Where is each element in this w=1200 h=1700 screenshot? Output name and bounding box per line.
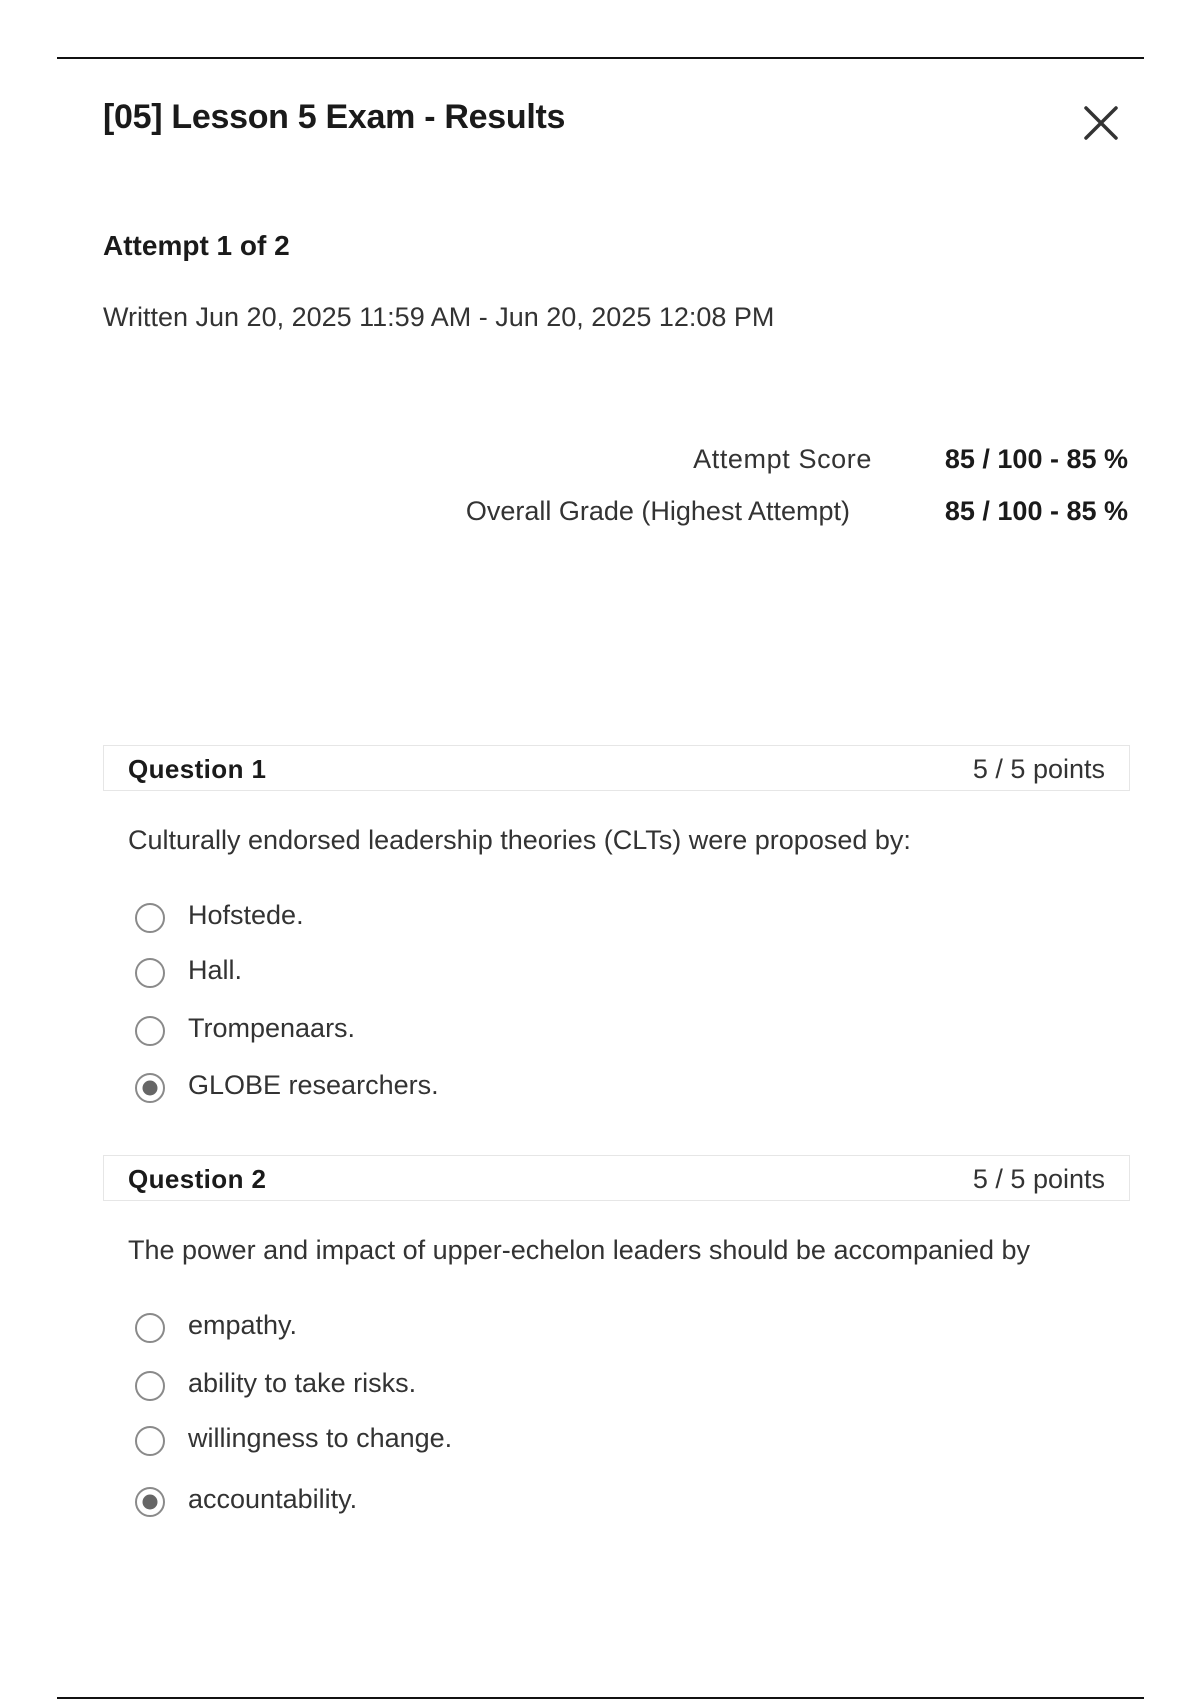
attempt-heading: Attempt 1 of 2	[103, 230, 290, 261]
radio-unselected-icon[interactable]	[134, 1425, 166, 1457]
radio-unselected-icon[interactable]	[134, 902, 166, 934]
dialog-title: [05] Lesson 5 Exam - Results	[103, 98, 566, 136]
overall-grade-value: 85 / 100 - 85 %	[944, 496, 1128, 526]
overall-grade-label: Overall Grade (Highest Attempt)	[465, 496, 850, 526]
option-label: willingness to change.	[188, 1423, 453, 1453]
radio-unselected-icon[interactable]	[134, 1370, 166, 1402]
attempt-score-value: 85 / 100 - 85 %	[944, 444, 1128, 474]
top-divider	[57, 57, 1144, 59]
radio-unselected-icon[interactable]	[134, 957, 166, 989]
close-icon	[1080, 102, 1122, 144]
option-label: GLOBE researchers.	[188, 1070, 439, 1100]
bottom-divider	[57, 1697, 1144, 1699]
option-label: Trompenaars.	[188, 1013, 356, 1043]
question-points: 5 / 5 points	[972, 754, 1105, 784]
option-label: accountability.	[188, 1484, 358, 1514]
attempt-score-label: Attempt Score	[693, 444, 872, 474]
question-title: Question 2	[128, 1164, 267, 1194]
radio-unselected-icon[interactable]	[134, 1015, 166, 1047]
question-2-text: The power and impact of upper-echelon leaders should be accompanied by	[128, 1235, 1031, 1265]
option-label: ability to take risks.	[188, 1368, 417, 1398]
option-label: empathy.	[188, 1310, 298, 1340]
written-timestamp: Written Jun 20, 2025 11:59 AM - Jun 20, 2025 12:08 PM	[103, 302, 775, 332]
radio-selected-icon[interactable]	[134, 1486, 166, 1518]
question-1-header	[103, 745, 1130, 791]
option-label: Hall.	[188, 955, 243, 985]
option-label: Hofstede.	[188, 900, 304, 930]
question-title: Question 1	[128, 754, 267, 784]
question-2-header	[103, 1155, 1130, 1201]
question-points: 5 / 5 points	[972, 1164, 1105, 1194]
radio-selected-icon[interactable]	[134, 1072, 166, 1104]
question-1-text: Culturally endorsed leadership theories (CLTs) were proposed by:	[128, 825, 911, 855]
close-button[interactable]	[1080, 102, 1122, 144]
radio-unselected-icon[interactable]	[134, 1312, 166, 1344]
